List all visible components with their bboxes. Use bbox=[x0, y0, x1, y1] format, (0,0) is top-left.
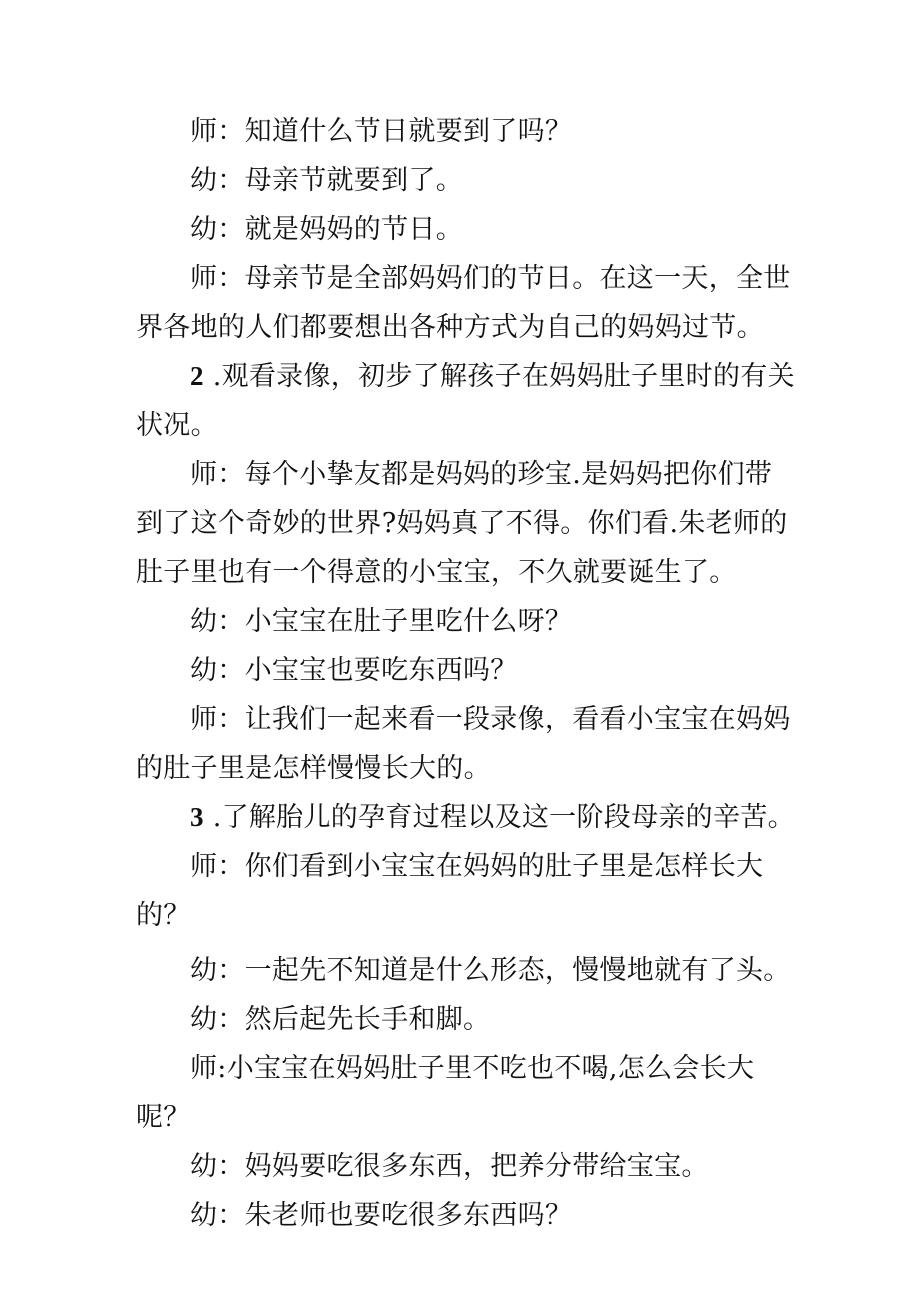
section-step-2 bbox=[136, 352, 796, 450]
dialogue-line: 师：每个小挚友都是妈妈的珍宝.是妈妈把你们带到了这个奇妙的世界?妈妈真了不得。你们看.朱老师的肚子里也有一个得意的小宝宝，不久就要诞生了。 bbox=[136, 459, 788, 588]
dialogue-line: 幼：就是妈妈的节日。 bbox=[190, 214, 463, 245]
dialogue-line: 师：你们看到小宝宝在妈妈的肚子里是怎样长大的？ bbox=[136, 851, 764, 931]
document-body bbox=[136, 107, 796, 1240]
step-number: 2 bbox=[190, 361, 204, 391]
dialogue-line: 幼：朱老师也要吃很多东西吗？ bbox=[190, 1200, 573, 1231]
step-number: 3 bbox=[190, 802, 204, 832]
dialogue-line: 师:小宝宝在妈妈肚子里不吃也不喝,怎么会长大呢？ bbox=[136, 1053, 755, 1133]
dialogue-line: 幼：小宝宝也要吃东西吗？ bbox=[190, 655, 518, 686]
step-text: .观看录像，初步了解孩子在妈妈肚子里时的有关状况。 bbox=[136, 361, 795, 441]
dialogue-line: 幼：然后起先长手和脚。 bbox=[190, 1004, 491, 1035]
dialogue-line: 师：母亲节是全部妈妈们的节日。在这一天，全世界各地的人们都要想出各种方式为自己的妈妈过节。 bbox=[136, 263, 791, 343]
dialogue-line: 幼：妈妈要吃很多东西，把养分带给宝宝。 bbox=[190, 1151, 709, 1182]
dialogue-line: 师：让我们一起来看一段录像，看看小宝宝在妈妈的肚子里是怎样慢慢长大的。 bbox=[136, 704, 791, 784]
dialogue-line: 幼：一起先不知道是什么形态，慢慢地就有了头。 bbox=[190, 955, 791, 986]
dialogue-line: 幼：母亲节就要到了。 bbox=[190, 165, 463, 196]
dialogue-line: 幼：小宝宝在肚子里吃什么呀？ bbox=[190, 606, 573, 637]
section-step-3 bbox=[136, 793, 796, 842]
step-text: .了解胎儿的孕育过程以及这一阶段母亲的辛苦。 bbox=[203, 802, 795, 833]
dialogue-line: 师：知道什么节日就要到了吗？ bbox=[190, 116, 573, 147]
